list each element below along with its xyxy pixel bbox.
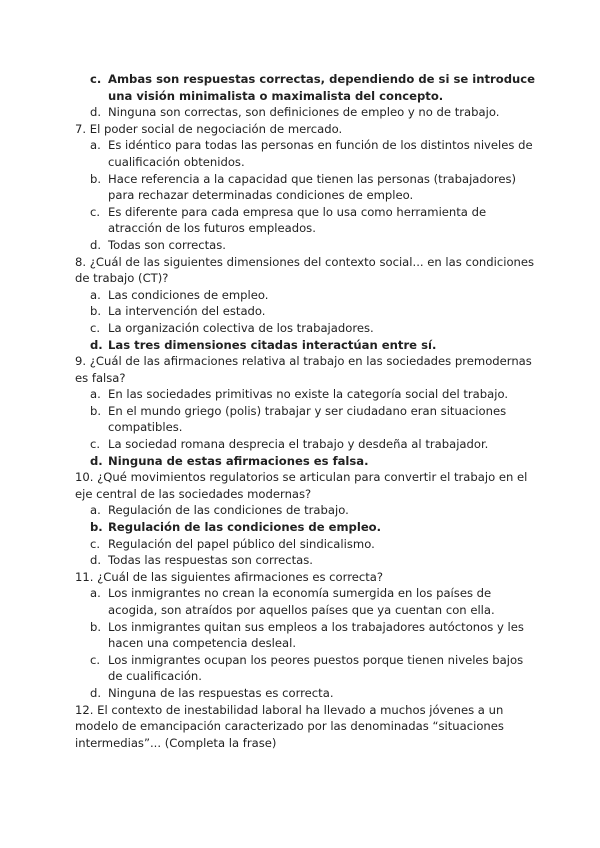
question-text bbox=[75, 469, 535, 502]
option-letter: d. bbox=[90, 105, 102, 120]
option-text: La sociedad romana desprecia el trabajo y desdeña al trabajador. bbox=[108, 437, 489, 452]
question-stem: El poder social de negociación de mercado. bbox=[89, 121, 343, 136]
option-letter: d. bbox=[90, 685, 102, 700]
option-list bbox=[75, 287, 535, 353]
question-text bbox=[75, 121, 535, 138]
question-stem: ¿Qué movimientos regulatorios se articulan para convertir el trabajo en el eje central de las sociedades modernas? bbox=[75, 470, 528, 501]
option-text: La organización colectiva de los trabajadores. bbox=[108, 320, 374, 335]
option-text: Es diferente para cada empresa que lo usa como herramienta de atracción de los futuros empleados. bbox=[108, 204, 487, 236]
option-letter: c. bbox=[90, 652, 101, 667]
question-block bbox=[75, 353, 535, 469]
question-block bbox=[75, 121, 535, 254]
answer-option bbox=[75, 436, 535, 453]
answer-option bbox=[75, 536, 535, 553]
question-number: 10. bbox=[75, 470, 94, 485]
option-letter: a. bbox=[90, 138, 101, 153]
option-text: Regulación de las condiciones de empleo. bbox=[108, 520, 382, 535]
question-number: 7. bbox=[75, 121, 87, 136]
answer-option bbox=[75, 585, 535, 618]
question-block bbox=[75, 469, 535, 569]
question-text bbox=[75, 702, 535, 752]
option-list bbox=[75, 71, 535, 121]
option-list bbox=[75, 502, 535, 568]
question-number: 12. bbox=[75, 702, 94, 717]
option-text: Ninguna de las respuestas es correcta. bbox=[108, 685, 334, 700]
option-letter: a. bbox=[90, 503, 101, 518]
answer-option bbox=[75, 303, 535, 320]
option-text: Los inmigrantes ocupan los peores puestos porque tienen niveles bajos de cualificación. bbox=[108, 652, 524, 684]
option-letter: a. bbox=[90, 586, 101, 601]
question-text bbox=[75, 254, 535, 287]
option-text: Hace referencia a la capacidad que tienen las personas (trabajadores) para rechazar determinadas condiciones de empleo. bbox=[108, 171, 517, 203]
answer-option-highlighted bbox=[75, 337, 535, 354]
question-text bbox=[75, 353, 535, 386]
option-list bbox=[75, 585, 535, 701]
option-letter: c. bbox=[90, 536, 101, 551]
question-stem: ¿Cuál de las siguientes dimensiones del contexto social... en las condiciones de trabajo (CT)? bbox=[75, 254, 535, 286]
answer-option bbox=[75, 386, 535, 403]
option-letter: b. bbox=[90, 304, 102, 319]
question-text bbox=[75, 569, 535, 586]
option-text: En las sociedades primitivas no existe la categoría social del trabajo. bbox=[108, 387, 509, 402]
option-text: Los inmigrantes no crean la economía sumergida en los países de acogida, son atraídos por aquellos países que ya cuentan con ella. bbox=[108, 586, 495, 617]
exam-document bbox=[75, 71, 535, 751]
option-letter: c. bbox=[90, 204, 101, 219]
answer-option-highlighted bbox=[75, 519, 535, 536]
option-letter: d. bbox=[90, 237, 102, 252]
option-text: Regulación de las condiciones de trabajo. bbox=[108, 503, 349, 518]
option-text: Ambas son respuestas correctas, dependiendo de si se introduce una visión minimalista o maximalista del concepto. bbox=[108, 72, 536, 103]
option-text: La intervención del estado. bbox=[108, 304, 266, 319]
answer-option bbox=[75, 171, 535, 204]
answer-option bbox=[75, 320, 535, 337]
option-letter: a. bbox=[90, 287, 101, 302]
answer-option bbox=[75, 502, 535, 519]
option-letter: b. bbox=[90, 171, 102, 186]
question-block bbox=[75, 254, 535, 354]
question-number: 11. bbox=[75, 569, 94, 584]
option-letter: c. bbox=[90, 72, 102, 86]
answer-option bbox=[75, 552, 535, 569]
option-text: Las tres dimensiones citadas interactúan entre sí. bbox=[108, 337, 437, 352]
question-number: 9. bbox=[75, 354, 87, 369]
option-text: En el mundo griego (polis) trabajar y ser ciudadano eran situaciones compatibles. bbox=[108, 403, 507, 435]
answer-option bbox=[75, 104, 535, 121]
answer-option bbox=[75, 204, 535, 237]
option-text: Regulación del papel público del sindicalismo. bbox=[108, 536, 375, 551]
option-letter: b. bbox=[90, 403, 102, 418]
answer-option bbox=[75, 137, 535, 170]
question-number: 8. bbox=[75, 254, 87, 269]
answer-option-highlighted bbox=[75, 453, 535, 470]
option-list bbox=[75, 137, 535, 253]
answer-option bbox=[75, 619, 535, 652]
answer-option bbox=[75, 237, 535, 254]
option-letter: c. bbox=[90, 320, 101, 335]
option-text: Es idéntico para todas las personas en función de los distintos niveles de cualificación obtenidos. bbox=[108, 138, 533, 169]
option-letter: a. bbox=[90, 387, 101, 402]
option-text: Ninguna son correctas, son definiciones de empleo y no de trabajo. bbox=[108, 105, 500, 120]
question-block bbox=[75, 569, 535, 702]
answer-option bbox=[75, 652, 535, 685]
option-text: Todas son correctas. bbox=[108, 237, 226, 252]
answer-option bbox=[75, 685, 535, 702]
option-letter: b. bbox=[90, 619, 102, 634]
question-stem: El contexto de inestabilidad laboral ha llevado a muchos jóvenes a un modelo de emancipación caracterizado por las denominadas “situaciones intermedias”... (Completa la frase) bbox=[75, 702, 504, 750]
answer-option bbox=[75, 403, 535, 436]
question-stem: ¿Cuál de las afirmaciones relativa al trabajo en las sociedades premodernas es falsa? bbox=[75, 354, 532, 385]
question-block bbox=[75, 702, 535, 752]
option-letter: d. bbox=[90, 453, 103, 468]
option-letter: d. bbox=[90, 553, 102, 568]
option-letter: b. bbox=[90, 520, 103, 535]
option-text: Los inmigrantes quitan sus empleos a los trabajadores autóctonos y les hacen una competencia desleal. bbox=[108, 619, 524, 651]
answer-option-highlighted bbox=[75, 71, 535, 104]
option-list bbox=[75, 386, 535, 469]
option-letter: c. bbox=[90, 437, 101, 452]
option-letter: d. bbox=[90, 337, 103, 352]
option-text: Las condiciones de empleo. bbox=[108, 287, 269, 302]
answer-option bbox=[75, 287, 535, 304]
option-text: Todas las respuestas son correctas. bbox=[108, 553, 313, 568]
question-block bbox=[75, 71, 535, 121]
question-stem: ¿Cuál de las siguientes afirmaciones es correcta? bbox=[97, 569, 384, 584]
option-text: Ninguna de estas afirmaciones es falsa. bbox=[108, 453, 369, 468]
